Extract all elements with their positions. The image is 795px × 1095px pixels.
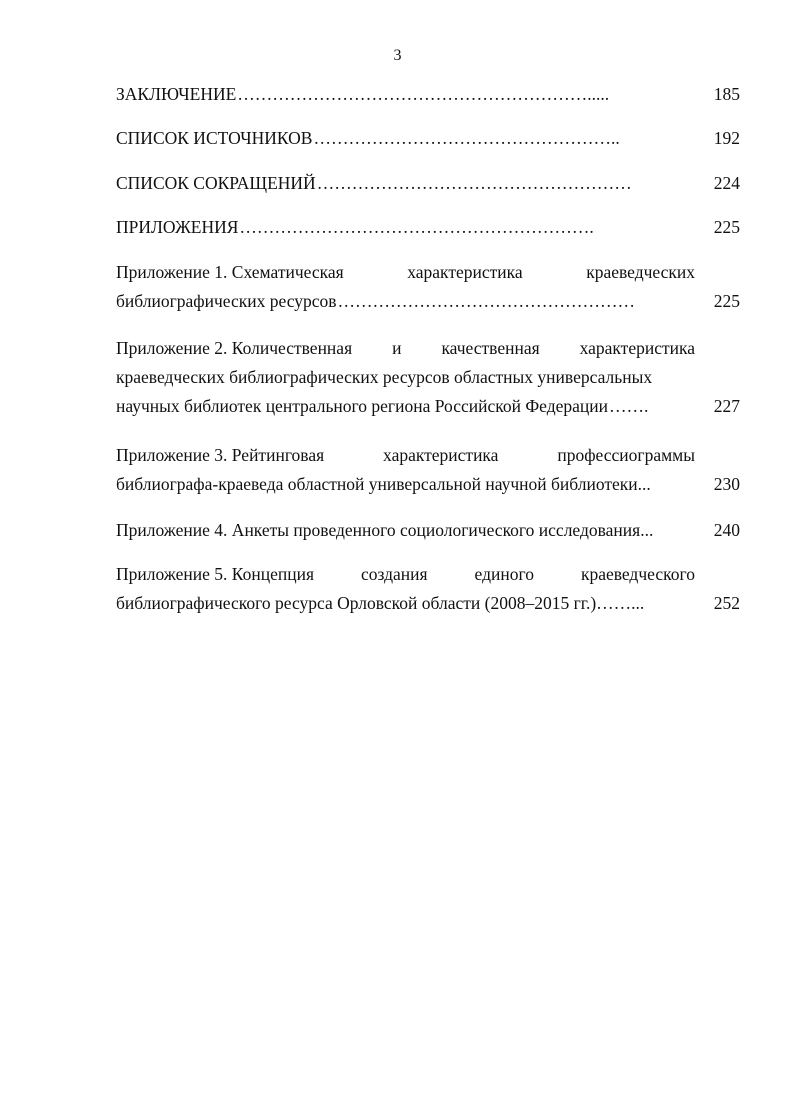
toc-leader-dots: ……………………………………………………. bbox=[239, 217, 594, 237]
toc-title: библиографа-краеведа областной универсальной научной библиотеки... bbox=[116, 474, 651, 494]
toc-title: научных библиотек центрального региона Российской Федерации bbox=[116, 396, 608, 416]
toc-text-line: краеведческих библиографических ресурсов областных универсальных bbox=[116, 367, 653, 387]
toc-entry-appendix-1 bbox=[116, 258, 740, 316]
toc-page-number: 225 bbox=[713, 217, 740, 237]
toc-page-number: 192 bbox=[713, 128, 740, 148]
toc-entry-appendix-3 bbox=[116, 441, 740, 499]
toc-entry-appendices bbox=[116, 213, 740, 242]
toc-word: Приложение 1. Схематическая bbox=[116, 262, 344, 282]
toc-page-number: 227 bbox=[713, 396, 740, 416]
toc-word: качественная bbox=[441, 338, 540, 358]
toc-title: СПИСОК ИСТОЧНИКОВ bbox=[116, 128, 313, 148]
toc-page-number: 185 bbox=[713, 84, 740, 104]
toc-word: характеристика bbox=[407, 262, 523, 282]
toc-word: Приложение 2. Количественная bbox=[116, 338, 353, 358]
toc-leader-dots: …………………………………………….. bbox=[313, 128, 620, 148]
toc-leader-dots: ……. bbox=[609, 396, 649, 416]
toc-word: создания bbox=[360, 564, 428, 584]
toc-entry-appendix-4 bbox=[116, 516, 740, 545]
toc-word: характеристика bbox=[383, 445, 499, 465]
toc-word: Приложение 3. Рейтинговая bbox=[116, 445, 325, 465]
toc-title: СПИСОК СОКРАЩЕНИЙ bbox=[116, 173, 316, 193]
toc-word: и bbox=[392, 338, 402, 358]
toc-page-number: 240 bbox=[713, 520, 740, 540]
toc-page-number: 225 bbox=[713, 291, 740, 311]
toc-word: профессиограммы bbox=[557, 445, 695, 465]
toc-page-number: 252 bbox=[713, 593, 740, 613]
toc-entry-appendix-5 bbox=[116, 560, 740, 618]
toc-title: ЗАКЛЮЧЕНИЕ bbox=[116, 84, 237, 104]
toc-word: характеристика bbox=[579, 338, 695, 358]
toc-entry-appendix-2 bbox=[116, 334, 740, 421]
toc-entry-abbreviations bbox=[116, 169, 740, 198]
toc-word: краеведческих bbox=[586, 262, 695, 282]
toc-title: ПРИЛОЖЕНИЯ bbox=[116, 217, 239, 237]
toc-page-number: 224 bbox=[713, 173, 740, 193]
toc-leader-dots: ……………………………………………………..... bbox=[237, 84, 610, 104]
toc-leader-dots: …………………………………………… bbox=[337, 291, 636, 311]
toc-entry-conclusion bbox=[116, 80, 740, 109]
page-number: 3 bbox=[393, 47, 402, 64]
toc-title: Приложение 4. Анкеты проведенного социологического исследования... bbox=[116, 520, 654, 540]
toc-title: библиографического ресурса Орловской области (2008–2015 гг.)……... bbox=[116, 593, 645, 613]
toc-word: Приложение 5. Концепция bbox=[116, 564, 314, 584]
toc-entry-sources bbox=[116, 124, 740, 153]
toc-page-number: 230 bbox=[713, 474, 740, 494]
toc-title: библиографических ресурсов bbox=[116, 291, 337, 311]
toc-word: единого bbox=[474, 564, 534, 584]
toc-leader-dots: ……………………………………………… bbox=[316, 173, 632, 193]
toc-word: краеведческого bbox=[580, 564, 695, 584]
